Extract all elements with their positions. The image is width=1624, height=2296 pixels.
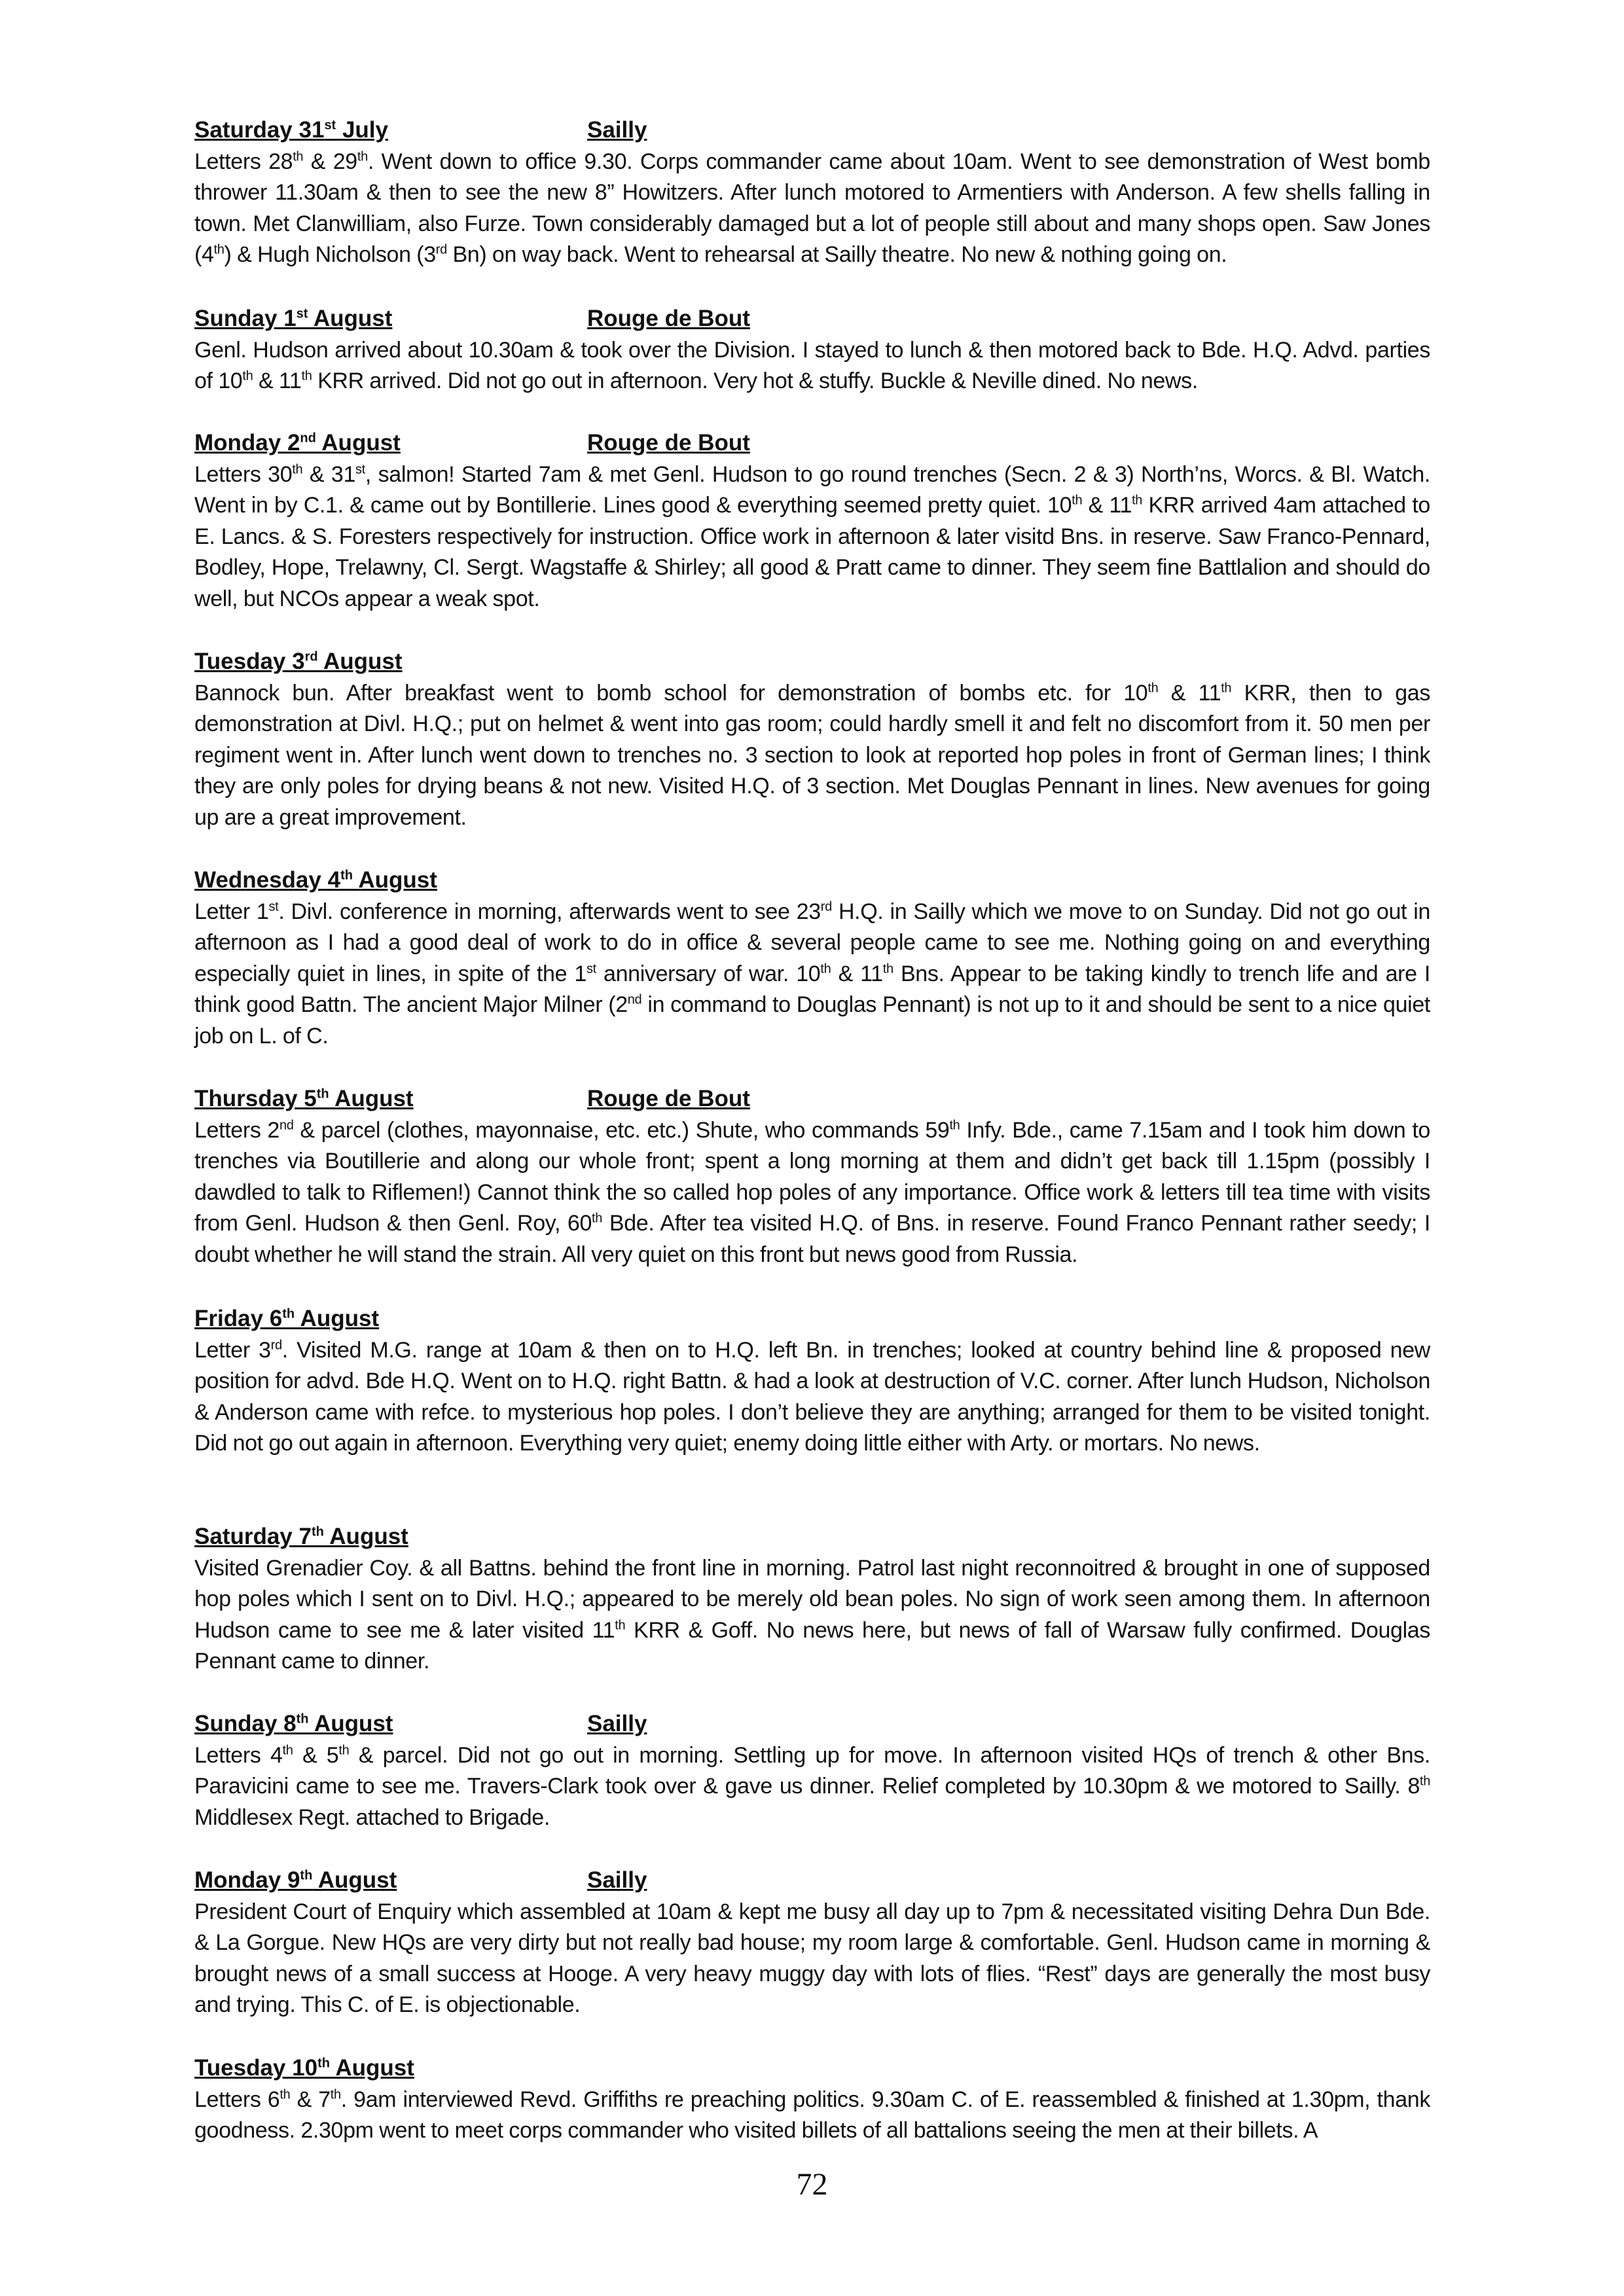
diary-entry xyxy=(194,867,1430,1052)
entry-date: Sunday 1st August xyxy=(194,306,393,331)
entry-text: Letters 28th & 29th. Went down to office 9.30. Corps commander came about 10am. Went to see demonstration of West bomb thrower 11.30am & then to see the new 8” Howitzers. After lunch motored to Armentiers with Anderson. A few shells falling in town. Met Clanwilliam, also Furze. Town considerably damaged but a lot of people still about and many shops open. Saw Jones (4th) & Hugh Nicholson (3rd Bn) on way back. Went to rehearsal at Sailly theatre. No new & nothing going on. xyxy=(194,149,1430,268)
diary-entry xyxy=(194,1305,1430,1460)
diary-entry xyxy=(194,1523,1430,1677)
entry-location: Rouge de Bout xyxy=(587,430,750,456)
entry-text: Letters 30th & 31st, salmon! Started 7am & met Genl. Hudson to go round trenches (Secn. 2 & 3) North’ns, Worcs. & Bl. Watch. Went in by C.1. & came out by Bontillerie. Lines good & everything seemed pretty quiet. 10th & 11th KRR arrived 4am attached to E. Lancs. & S. Foresters respectively for instruction. Office work in afternoon & later visitd Bns. in reserve. Saw Franco-Pennard, Bodley, Hope, Trelawny, Cl. Sergt. Wagstaffe & Shirley; all good & Pratt came to dinner. They seem fine Battlalion and should do well, but NCOs appear a weak spot. xyxy=(194,462,1430,611)
diary-entry xyxy=(194,305,1430,397)
diary-entry xyxy=(194,1710,1430,1833)
entry-heading xyxy=(194,1305,1430,1335)
entry-date: Saturday 7th August xyxy=(194,1524,408,1549)
entry-date: Monday 9th August xyxy=(194,1867,397,1893)
entry-date: Wednesday 4th August xyxy=(194,867,437,893)
entry-text: Bannock bun. After breakfast went to bomb school for demonstration of bombs etc. for 10th & 11th KRR, then to gas demonstration at Divl. H.Q.; put on helmet & went into gas room; could hardly smell it and felt no discomfort from it. 50 men per regiment went in. After lunch went down to trenches no. 3 section to look at reported hop poles in front of German lines; I think they are only poles for drying beans & not new. Visited H.Q. of 3 section. Met Douglas Pennant in lines. New avenues for going up are a great improvement. xyxy=(194,681,1431,830)
entry-text: Letters 2nd & parcel (clothes, mayonnaise, etc. etc.) Shute, who commands 59th Infy. Bde., came 7.15am and I took him down to trenches via Boutillerie and along our whole front; spent a long morning at them and didn’t get back till 1.15pm (possibly I dawdled to talk to Riflemen!) Cannot think the so called hop poles of any importance. Office work & letters till tea time with visits from Genl. Hudson & then Genl. Roy, 60th Bde. After tea visited H.Q. of Bns. in reserve. Found Franco Pennant rather seedy; I doubt whether he will stand the strain. All very quiet on this front but news good from Russia. xyxy=(194,1118,1430,1267)
entry-date: Saturday 31st July xyxy=(194,117,388,143)
entry-location: Rouge de Bout xyxy=(587,1086,750,1111)
entry-date: Thursday 5th August xyxy=(194,1086,414,1111)
entry-date: Tuesday 10th August xyxy=(194,2055,414,2081)
entry-location: Sailly xyxy=(587,117,647,143)
entry-location: Sailly xyxy=(587,1867,647,1893)
entry-heading xyxy=(194,2054,1430,2085)
entry-text: Letters 4th & 5th & parcel. Did not go out in morning. Settling up for move. In afternoon visited HQs of trench & other Bns. Paravicini came to see me. Travers-Clark took over & gave us dinner. Relief completed by 10.30pm & we motored to Sailly. 8th Middlesex Regt. attached to Brigade. xyxy=(194,1743,1430,1830)
page-number: 72 xyxy=(796,2167,828,2202)
entry-text: Letter 1st. Divl. conference in morning, afterwards went to see 23rd H.Q. in Sailly which we move to on Sunday. Did not go out in afternoon as I had a good deal of work to do in office & several people came to see me. Nothing going on and everything especially quiet in lines, in spite of the 1st anniversary of war. 10th & 11th Bns. Appear to be taking kindly to trench life and are I think good Battn. The ancient Major Milner (2nd in command to Douglas Pennant) is not up to it and should be sent to a nice quiet job on L. of C. xyxy=(194,899,1431,1049)
diary-entry xyxy=(194,2054,1430,2147)
entry-date: Friday 6th August xyxy=(194,1306,380,1331)
diary-entry xyxy=(194,1867,1430,2021)
entry-heading xyxy=(194,1867,1430,1897)
entry-date: Monday 2nd August xyxy=(194,430,401,456)
diary-entry xyxy=(194,117,1430,271)
entry-text: Letter 3rd. Visited M.G. range at 10am & then on to H.Q. left Bn. in trenches; looked at country behind line & proposed new position for advd. Bde H.Q. Went on to H.Q. right Battn. & had a look at destruction of V.C. corner. After lunch Hudson, Nicholson & Anderson came with refce. to mysterious hop poles. I don’t believe they are anything; arranged for them to be visited tonight. Did not go out again in afternoon. Everything very quiet; enemy doing little either with Arty. or mortars. No news. xyxy=(194,1338,1430,1456)
entry-heading xyxy=(194,305,1430,335)
entry-text: President Court of Enquiry which assembled at 10am & kept me busy all day up to 7pm & necessitated visiting Dehra Dun Bde. & La Gorgue. New HQs are very dirty but not really bad house; my room large & comfortable. Genl. Hudson came in morning & brought news of a small success at Hooge. A very heavy muggy day with lots of flies. “Rest” days are generally the most busy and trying. This C. of E. is objectionable. xyxy=(194,1899,1430,2018)
entry-text: Genl. Hudson arrived about 10.30am & took over the Division. I stayed to lunch & then motored back to Bde. H.Q. Advd. parties of 10th & 11th KRR arrived. Did not go out in afternoon. Very hot & stuffy. Buckle & Neville dined. No news. xyxy=(194,338,1430,394)
entry-location: Rouge de Bout xyxy=(587,306,750,331)
entry-heading xyxy=(194,117,1430,147)
entry-date: Tuesday 3rd August xyxy=(194,649,403,674)
entry-heading xyxy=(194,1710,1430,1740)
entry-heading xyxy=(194,867,1430,897)
diary-entry xyxy=(194,1085,1430,1270)
diary-entry xyxy=(194,429,1430,615)
entry-heading xyxy=(194,648,1430,678)
diary-entry xyxy=(194,648,1430,833)
entry-location: Sailly xyxy=(587,1711,647,1736)
entry-heading xyxy=(194,1523,1430,1553)
entry-heading xyxy=(194,429,1430,459)
entry-date: Sunday 8th August xyxy=(194,1711,393,1736)
entry-heading xyxy=(194,1085,1430,1115)
entry-text: Visited Grenadier Coy. & all Battns. behind the front line in morning. Patrol last night reconnoitred & brought in one of supposed hop poles which I sent on to Divl. H.Q.; appeared to be merely old bean poles. No sign of work seen among them. In afternoon Hudson came to see me & later visited 11th KRR & Goff. No news here, but news of fall of Warsaw fully confirmed. Douglas Pennant came to dinner. xyxy=(194,1556,1430,1674)
entry-text: Letters 6th & 7th. 9am interviewed Revd. Griffiths re preaching politics. 9.30am C. of E. reassembled & finished at 1.30pm, thank goodness. 2.30pm went to meet corps commander who visited billets of all battalions seeing the men at their billets. A xyxy=(194,2087,1430,2144)
